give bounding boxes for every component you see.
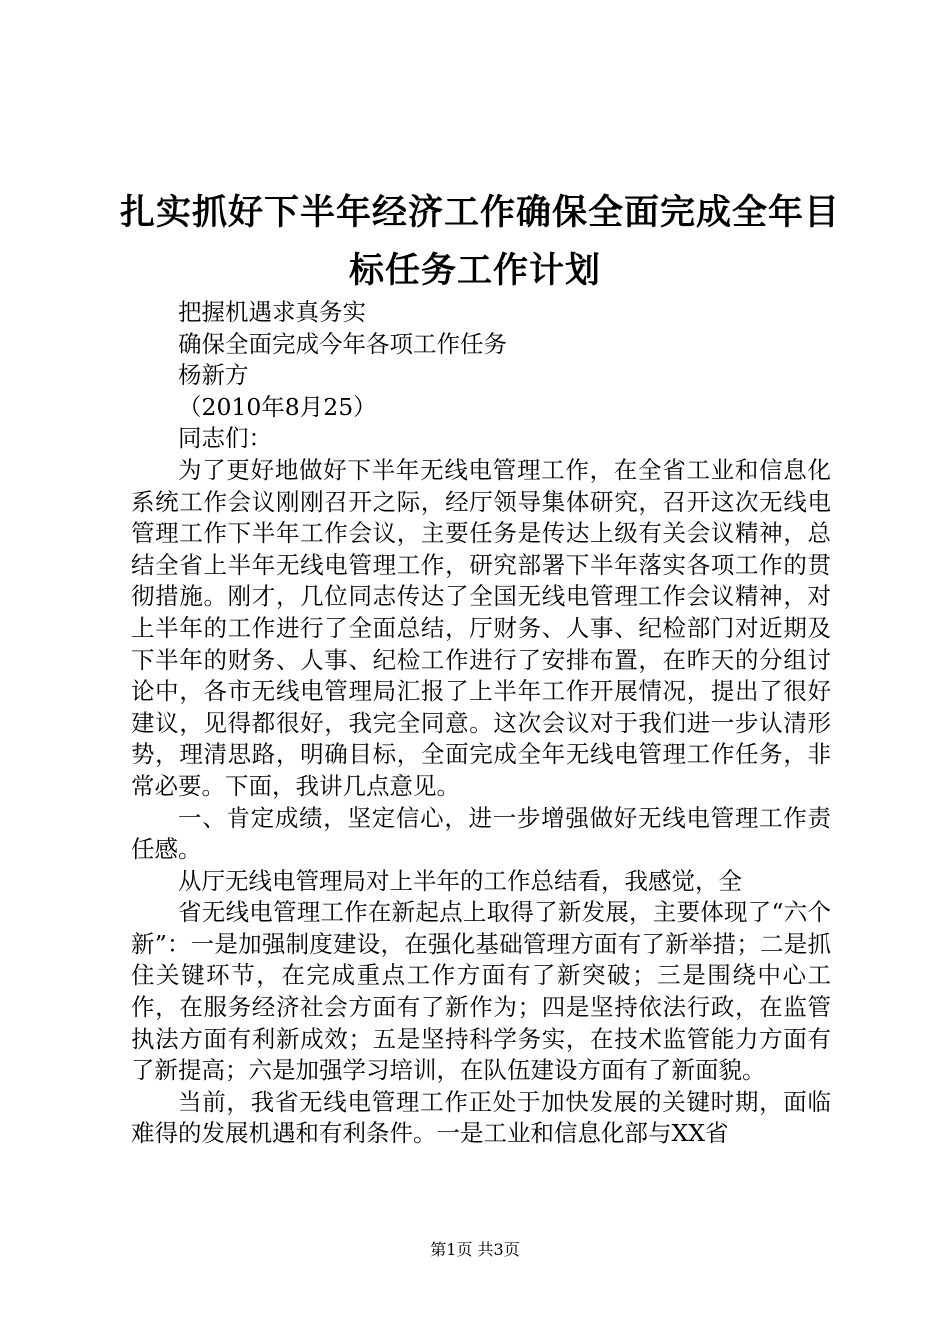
- paragraph-summary-lead: 从厅无线电管理局对上半年的工作总结看，我感觉，全: [178, 866, 742, 895]
- salutation: 同志们：: [178, 424, 272, 453]
- title-line-1: 扎实抓好下半年经济工作确保全面完成全年目: [120, 192, 841, 233]
- speech-date: （2010年8月25）: [178, 392, 377, 421]
- subtitle-line-2: 确保全面完成今年各项工作任务: [178, 329, 507, 358]
- section-heading-1: 一、肯定成绩，坚定信心，进一步增强做好无线电管理工作责任感。: [131, 803, 831, 864]
- author-name: 杨新方: [178, 361, 249, 390]
- subtitle-line-1: 把握机遇求真务实: [178, 298, 366, 326]
- document-body: [131, 297, 831, 1150]
- paragraph-intro: 为了更好地做好下半年无线电管理工作，在全省工业和信息化系统工作会议刚刚召开之际，经厅领导集体研究，召开这次无线电管理工作下半年工作会议，主要任务是传达上级有关会议精神，总结全省上半年无线电管理工作，研究部署下半年落实各项工作的贯彻措施。刚才，几位同志传达了全国无线电管理工作会议精神，对上半年的工作进行了全面总结，厅财务、人事、纪检部门对近期及下半年的财务、人事、纪检工作进行了安排布置，在昨天的分组讨论中，各市无线电管理局汇报了上半年工作开展情况，提出了很好建议，见得都很好，我完全同意。这次会议对于我们进一步认清形势，理清思路，明确目标，全面完成全年无线电管理工作任务，非常必要。下面，我讲几点意见。: [131, 455, 831, 800]
- page-footer: 第1页 共3页: [430, 1240, 520, 1259]
- paragraph-six-new: 省无线电管理工作在新起点上取得了新发展，主要体现了“六个新”：一是加强制度建设，在强化基础管理方面有了新举措；二是抓住关键环节，在完成重点工作方面有了新突破；三是围绕中心工作，在服务经济社会方面有了新作为；四是坚持依法行政，在监管执法方面有利新成效；五是坚持科学务实，在技术监管能力方面有了新提高；六是加强学习培训，在队伍建设方面有了新面貌。: [131, 898, 831, 1085]
- paragraph-current-period: 当前，我省无线电管理工作正处于加快发展的关键时期，面临难得的发展机遇和有利条件。一是工业和信息化部与XX省: [131, 1087, 831, 1148]
- title-line-2: 标任务工作计划: [348, 250, 601, 291]
- document-title: [120, 184, 841, 300]
